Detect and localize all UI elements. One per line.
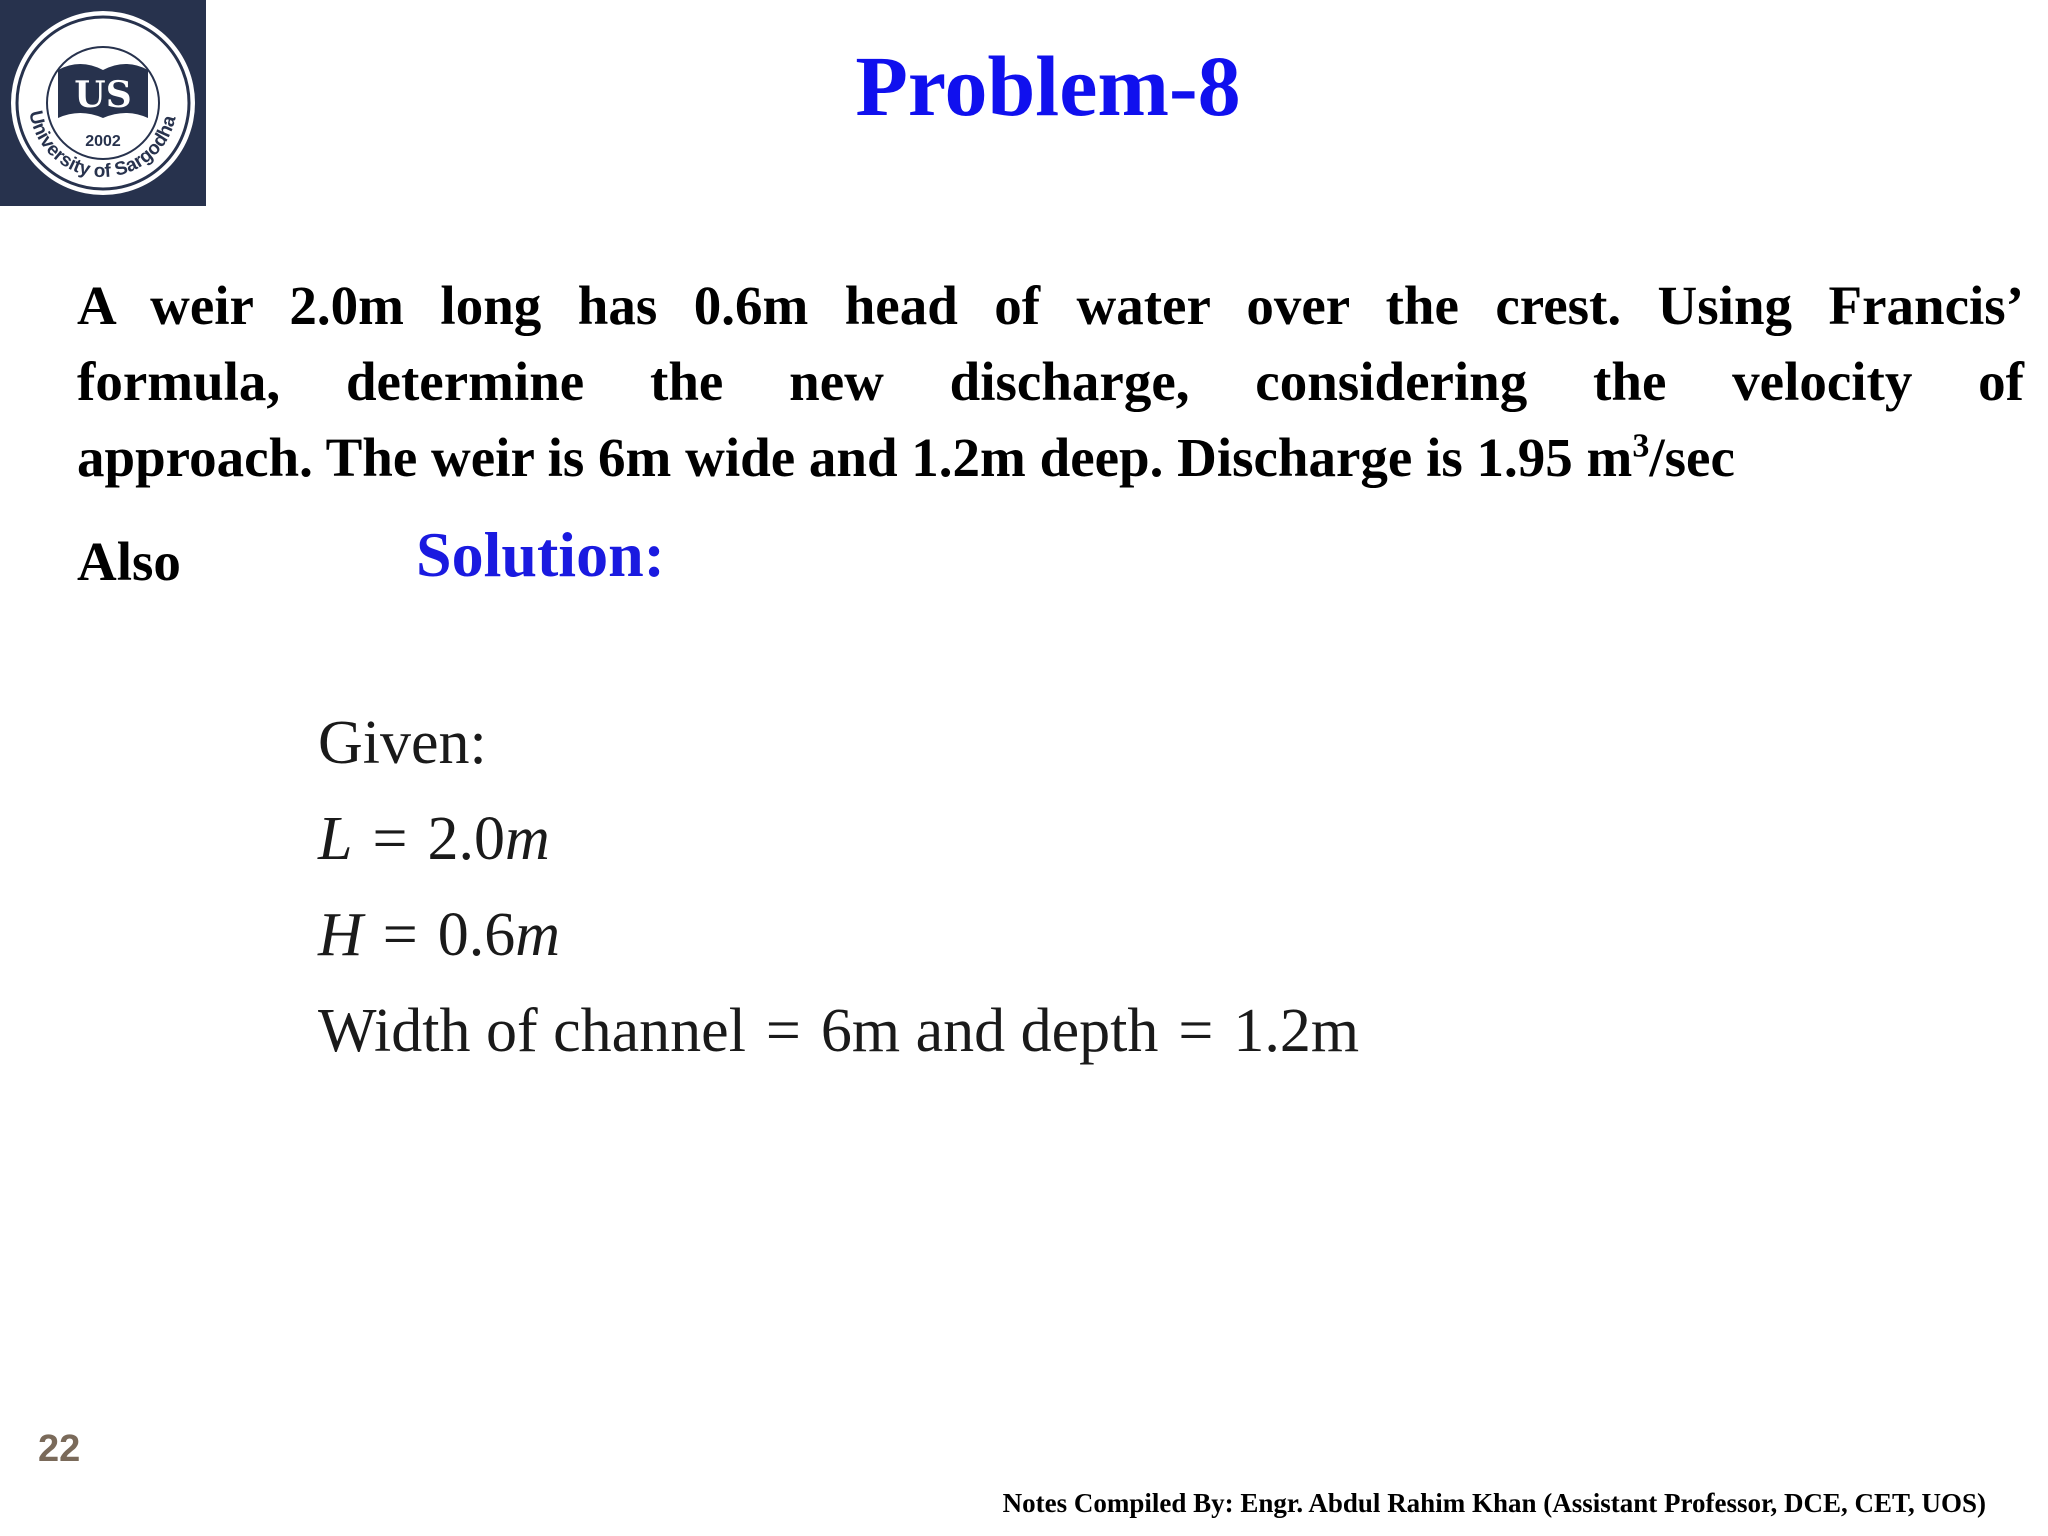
given-length (318, 791, 1359, 887)
channel-width-value: 6m and depth (820, 997, 1159, 1065)
problem-line-3-text: approach. The weir is 6m wide and 1.2m deep. Discharge is 1.95 m (77, 427, 1633, 488)
head-value: 0.6 (437, 901, 516, 969)
logo-monogram: US (74, 74, 132, 116)
problem-line-3-unit: /sec (1649, 427, 1735, 488)
channel-label: Width of channel (318, 997, 746, 1065)
length-value: 2.0 (427, 805, 505, 873)
head-unit: m (515, 901, 561, 969)
problem-statement (77, 268, 2024, 496)
footer-credit: Notes Compiled By: Engr. Abdul Rahim Khan (Assistant Professor, DCE, CET, UOS) (1002, 1488, 1986, 1518)
problem-line-3 (77, 420, 2024, 496)
logo-ring-text: University of Sargodha (24, 108, 181, 183)
variable-h: H (318, 901, 363, 969)
equals-sign: = (382, 901, 418, 969)
equals-sign: = (765, 997, 801, 1065)
variable-l: L (318, 805, 353, 873)
slide-title: Problem-8 (855, 38, 1241, 134)
equals-sign: = (1178, 997, 1214, 1065)
given-block (318, 695, 1359, 1079)
superscript-exponent: 3 (1632, 427, 1650, 465)
also-label: Also (77, 531, 181, 592)
given-channel (318, 983, 1359, 1079)
given-head (318, 887, 1359, 983)
problem-line-2: formula, determine the new discharge, considering the velocity of (77, 351, 2024, 412)
equals-sign: = (372, 805, 408, 873)
page-number: 22 (38, 1428, 81, 1470)
given-heading: Given: (318, 709, 487, 777)
channel-depth-value: 1.2m (1233, 997, 1360, 1065)
length-unit: m (504, 805, 550, 873)
problem-line-1: A weir 2.0m long has 0.6m head of water over the crest. Using Francis’ (77, 275, 2024, 336)
solution-heading: Solution: (416, 519, 665, 590)
logo-year: 2002 (85, 133, 121, 150)
